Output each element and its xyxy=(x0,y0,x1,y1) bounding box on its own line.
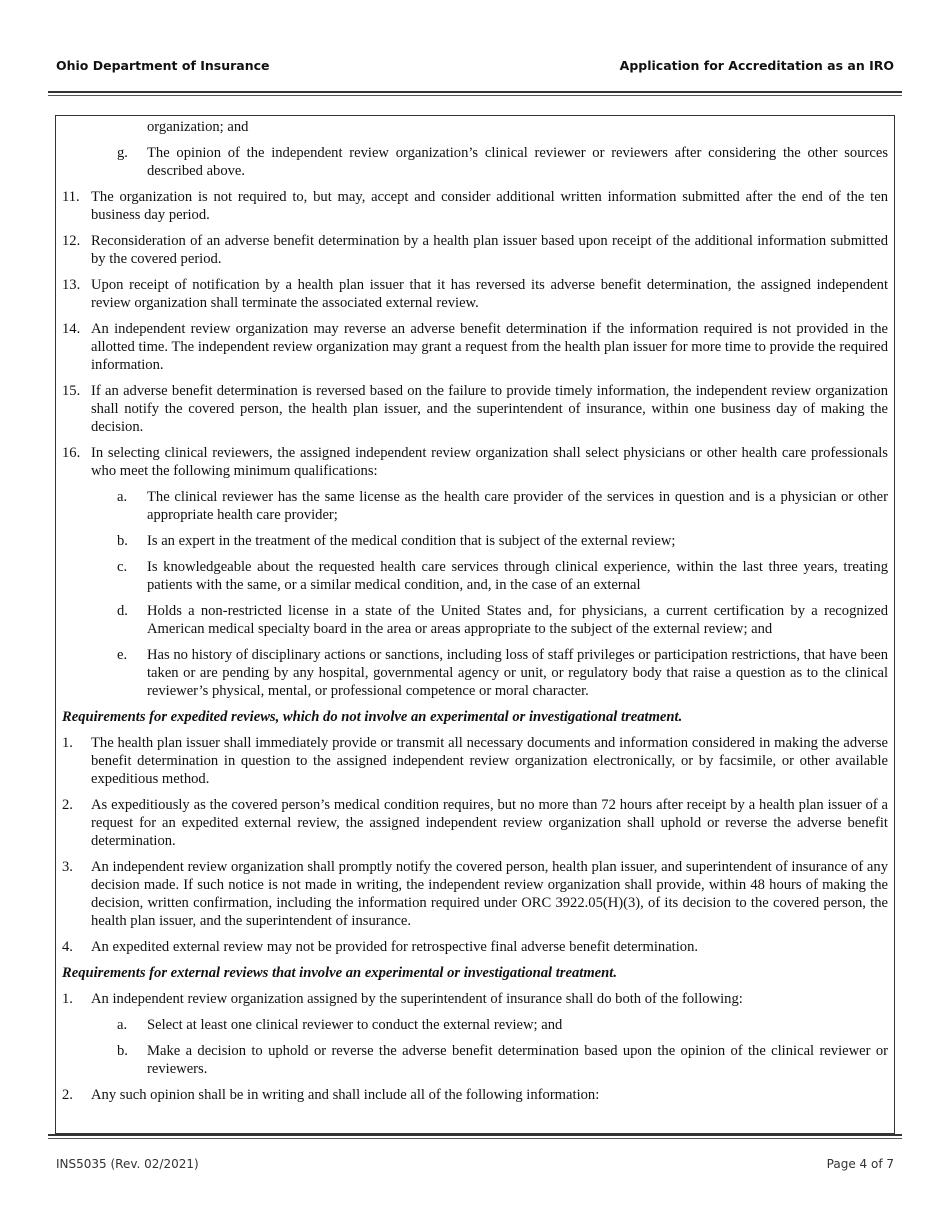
list-label: 2. xyxy=(62,797,73,813)
list-text: Has no history of disciplinary actions or sanctions, including loss of staff privileges or participation restrictions, that have been taken or are pending by any hospital, governmental agency or unit, or regulatory body that raise a question as to the clinical reviewer’s physical, mental, or professional competence or moral character. xyxy=(147,647,888,699)
footer-form-number: INS5035 (Rev. 02/2021) xyxy=(56,1157,199,1171)
list-text: The opinion of the independent review organization’s clinical reviewer or reviewers after considering the other sources described above. xyxy=(147,145,888,179)
list-item xyxy=(62,320,888,374)
list-text: Holds a non-restricted license in a state of the United States and, for physicians, a current certification by a recognized American medical specialty board in the area or areas appropriate to the subject of the external review; and xyxy=(147,603,888,637)
list-label: d. xyxy=(117,603,128,619)
list-text: Make a decision to uphold or reverse the adverse benefit determination based upon the opinion of the clinical reviewer or reviewers. xyxy=(147,1043,888,1077)
list-label: a. xyxy=(117,1017,128,1033)
list-item xyxy=(62,232,888,268)
list-item xyxy=(62,532,888,550)
list-item xyxy=(62,444,888,480)
list-label: c. xyxy=(117,559,128,575)
list-text: As expeditiously as the covered person’s medical condition requires, but no more than 72 hours after receipt by a health plan issuer of a request for an expedited external review, the assigned independent review organization shall uphold or reverse the adverse benefit determination. xyxy=(91,797,888,849)
list-item xyxy=(62,602,888,638)
list-item xyxy=(62,796,888,850)
list-item xyxy=(62,990,888,1008)
list-label: b. xyxy=(117,533,128,549)
list-text: Select at least one clinical reviewer to conduct the external review; and xyxy=(147,1017,563,1033)
page-header xyxy=(56,58,894,78)
list-label: 3. xyxy=(62,859,73,875)
list-text: In selecting clinical reviewers, the assigned independent review organization shall select physicians or other health care professionals who meet the following minimum qualifications: xyxy=(91,445,888,479)
list-label: a. xyxy=(117,489,128,505)
section-heading-experimental: Requirements for external reviews that involve an experimental or investigational treatment. xyxy=(62,965,617,981)
list-label: e. xyxy=(117,647,128,663)
list-label: 14. xyxy=(62,321,81,337)
list-text: The health plan issuer shall immediately provide or transmit all necessary documents and information considered in making the adverse benefit determination in question to the assigned independent review organization electronically, or by facsimile, or other available expeditious method. xyxy=(91,735,888,787)
list-label: 11. xyxy=(62,189,80,205)
list-text: An expedited external review may not be provided for retrospective final adverse benefit determination. xyxy=(91,939,699,955)
list-text: Is knowledgeable about the requested health care services through clinical experience, within the last three years, treating patients with the same, or a similar medical condition, and, in the case of an external xyxy=(147,559,888,593)
list-item xyxy=(62,558,888,594)
list-label: g. xyxy=(117,145,128,161)
list-item xyxy=(62,858,888,930)
list-item xyxy=(62,1016,888,1034)
list-item xyxy=(62,276,888,312)
list-text: Reconsideration of an adverse benefit determination by a health plan issuer based upon receipt of the additional information submitted by the covered period. xyxy=(91,233,888,267)
list-text: An independent review organization shall promptly notify the covered person, health plan issuer, and superintendent of insurance of any decision made. If such notice is not made in writing, the independent review organization shall provide, within 48 hours of making the decision, written confirmation, including the information required under ORC 3922.05(H)(3), of its decision to the covered person, the health plan issuer, and the superintendent of insurance. xyxy=(91,859,888,929)
list-item xyxy=(62,188,888,224)
list-label: 15. xyxy=(62,383,81,399)
header-department: Ohio Department of Insurance xyxy=(56,58,270,73)
list-label: 4. xyxy=(62,939,73,955)
header-form-title: Application for Accreditation as an IRO xyxy=(619,58,894,73)
list-item xyxy=(62,1086,888,1104)
footer-rule xyxy=(48,1134,902,1139)
list-label: b. xyxy=(117,1043,128,1059)
list-item xyxy=(62,382,888,436)
list-item xyxy=(62,1042,888,1078)
list-label: 16. xyxy=(62,445,81,461)
list-label: 13. xyxy=(62,277,81,293)
list-label: 1. xyxy=(62,735,73,751)
continuation-text: organization; and xyxy=(147,119,249,135)
list-item xyxy=(62,734,888,788)
list-label: 1. xyxy=(62,991,73,1007)
section-heading-expedited: Requirements for expedited reviews, which do not involve an experimental or investigational treatment. xyxy=(62,709,683,725)
list-item xyxy=(62,488,888,524)
footer-page-number: Page 4 of 7 xyxy=(826,1157,894,1171)
list-label: 12. xyxy=(62,233,81,249)
list-item xyxy=(62,646,888,700)
list-text: Upon receipt of notification by a health plan issuer that it has reversed its adverse benefit determination, the assigned independent review organization shall terminate the associated external review. xyxy=(91,277,888,311)
header-rule xyxy=(48,91,902,96)
list-text: The clinical reviewer has the same license as the health care provider of the services in question and is a physician or other appropriate health care provider; xyxy=(147,489,888,523)
list-text: Any such opinion shall be in writing and shall include all of the following information: xyxy=(91,1087,600,1103)
document-body xyxy=(62,116,888,1104)
list-item xyxy=(62,144,888,180)
list-text: The organization is not required to, but may, accept and consider additional written information submitted after the end of the ten business day period. xyxy=(91,189,888,223)
list-text: If an adverse benefit determination is reversed based on the failure to provide timely information, the independent review organization shall notify the covered person, the health plan issuer, and the superintendent of insurance, within one business day of making the decision. xyxy=(91,383,888,435)
list-text: Is an expert in the treatment of the medical condition that is subject of the external review; xyxy=(147,533,676,549)
list-item xyxy=(62,938,888,956)
list-text: An independent review organization assigned by the superintendent of insurance shall do both of the following: xyxy=(91,991,743,1007)
list-label: 2. xyxy=(62,1087,73,1103)
list-text: An independent review organization may reverse an adverse benefit determination if the information required is not provided in the allotted time. The independent review organization may grant a request from the health plan issuer for more time to provide the required information. xyxy=(91,321,888,373)
